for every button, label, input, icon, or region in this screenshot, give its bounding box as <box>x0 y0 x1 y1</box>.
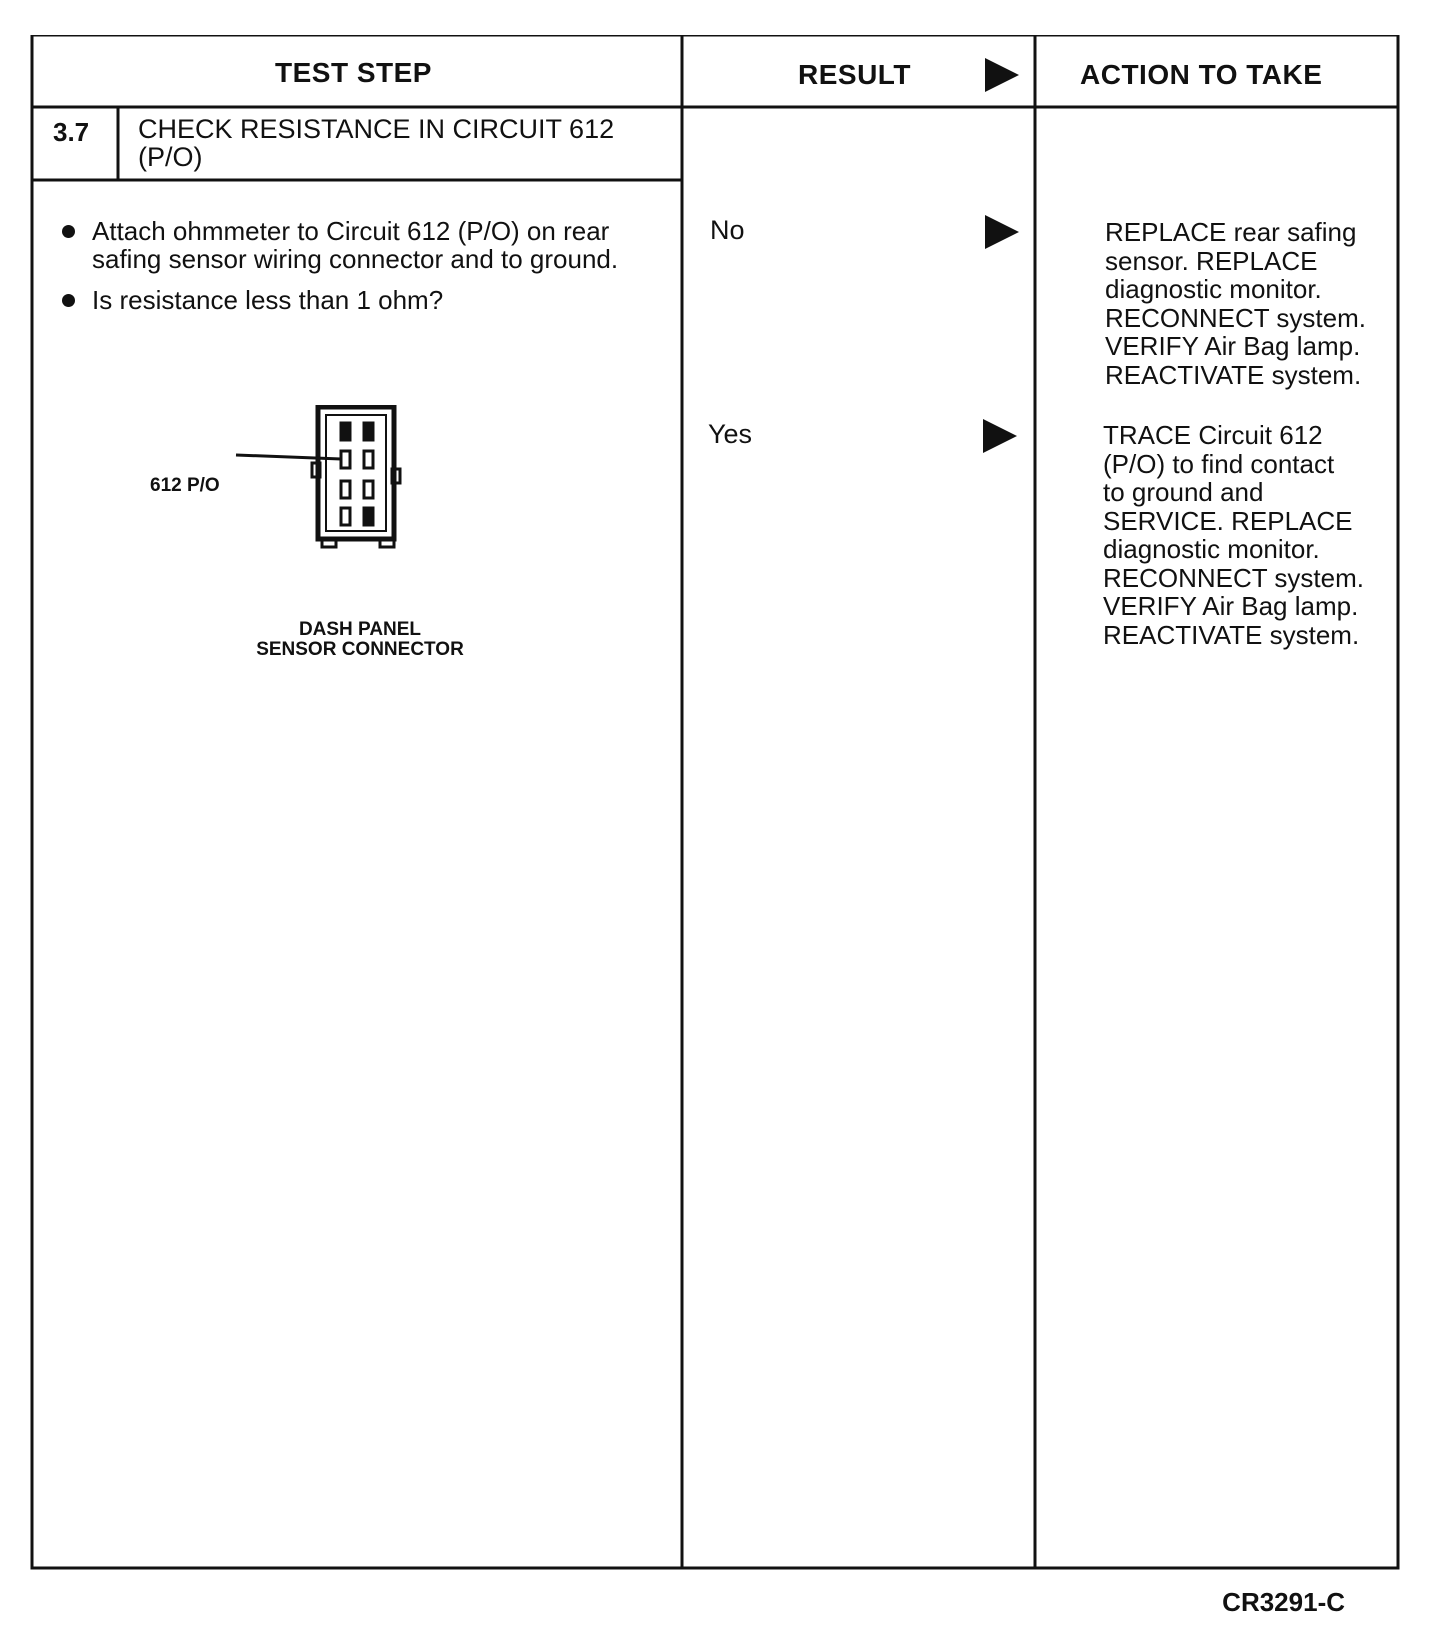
diagnostic-table <box>20 35 1410 1570</box>
action-yes: TRACE Circuit 612 (P/O) to find contact to ground and SERVICE. REPLACE diagnostic monitor. RECONNECT system. VERIFY Air Bag lamp. REACTIVATE system. <box>1103 420 1364 650</box>
pin-label: 612 P/O <box>150 475 220 496</box>
right-triangle-arrow-icon <box>985 215 1019 249</box>
result-no: No <box>710 215 745 245</box>
instruction-list <box>60 217 660 327</box>
step-number: 3.7 <box>53 117 90 147</box>
result-yes: Yes <box>708 419 753 449</box>
instruction-item <box>60 286 660 314</box>
step-title: CHECK RESISTANCE IN CIRCUIT 612 (P/O) <box>138 114 615 172</box>
right-triangle-arrow-icon <box>985 58 1019 92</box>
header-result: RESULT <box>798 59 911 90</box>
header-action-to-take: ACTION TO TAKE <box>1080 59 1323 90</box>
right-triangle-arrow-icon <box>983 419 1017 453</box>
bullet-dot-icon <box>62 294 75 307</box>
header-test-step: TEST STEP <box>275 57 432 88</box>
instruction-text: Is resistance less than 1 ohm? <box>92 285 444 315</box>
figure-caption: DASH PANEL SENSOR CONNECTOR <box>256 619 464 660</box>
instruction-item <box>60 217 660 273</box>
instruction-text: Attach ohmmeter to Circuit 612 (P/O) on rear safing sensor wiring connector and to ground. <box>92 216 619 274</box>
action-no: REPLACE rear safing sensor. REPLACE diagnostic monitor. RECONNECT system. VERIFY Air Bag lamp. REACTIVATE system. <box>1105 217 1366 390</box>
bullet-dot-icon <box>62 225 75 238</box>
figure-code: CR3291-C <box>1222 1587 1345 1617</box>
